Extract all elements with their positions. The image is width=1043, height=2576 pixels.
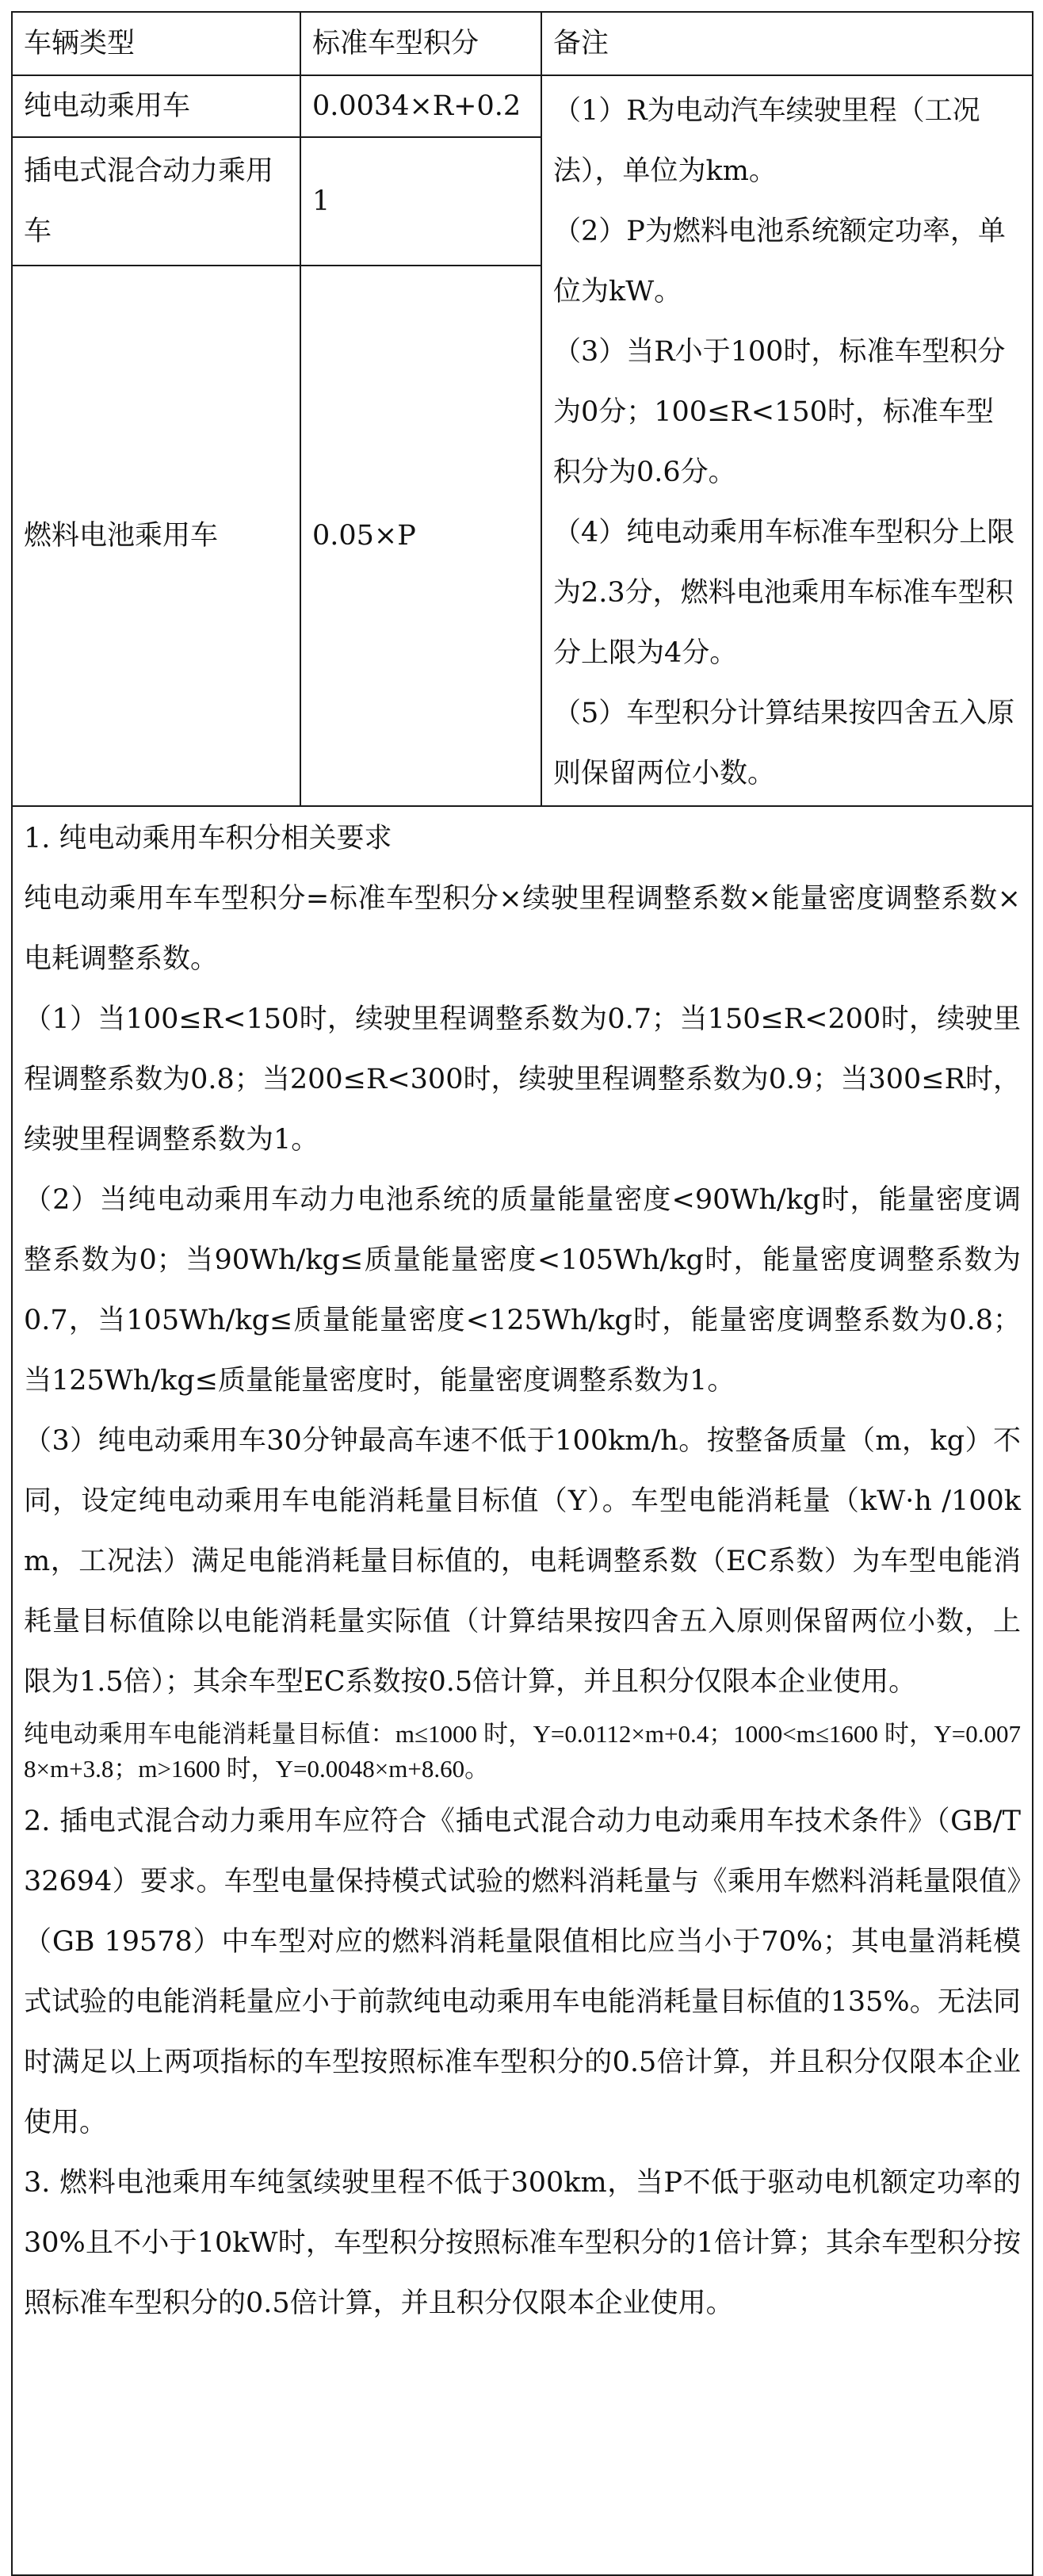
requirement-item-consumption: （3）纯电动乘用车30分钟最高车速不低于100km/h。按整备质量（m，kg）不同，设定纯电动乘用车电能消耗量目标值（Y）。车型电能消耗量（kW·h /100km，工况法）满足电能消耗量目标值的，电耗调整系数（EC系数）为车型电能消耗量目标值除以电能消耗量实际值（计算结果按四舍五入原则保留两位小数，上限为1.5倍）；其余车型EC系数按0.5倍计算，并且积分仅限本企业使用。: [24, 1425, 1021, 1698]
points-table: [11, 11, 1033, 2576]
standard-points-cell: 1: [300, 137, 541, 266]
standard-points-cell: 0.05×P: [300, 266, 541, 806]
remark-item: （1）R为电动汽车续驶里程（工况法），单位为km。: [553, 95, 980, 187]
remark-item: （3）当R小于100时，标准车型积分为0分；100≤R<150时，标准车型积分为0.6分。: [553, 336, 1006, 488]
table-row: [12, 75, 1033, 137]
requirement-item-range: （1）当100≤R<150时，续驶里程调整系数为0.7；当150≤R<200时，续驶里程调整系数为0.8；当200≤R<300时，续驶里程调整系数为0.9；当300≤R时，续驶里程调整系数为1。: [24, 1003, 1021, 1156]
header-vehicle-type: 车辆类型: [12, 12, 300, 75]
requirement-title-1: 1. 纯电动乘用车积分相关要求: [24, 823, 392, 854]
requirements-row: [12, 806, 1033, 2575]
requirement-fuel-cell: 3. 燃料电池乘用车纯氢续驶里程不低于300km，当P不低于驱动电机额定功率的30%且不小于10kW时，车型积分按照标准车型积分的1倍计算；其余车型积分按照标准车型积分的0.5倍计算，并且积分仅限本企业使用。: [24, 2167, 1021, 2319]
requirement-phev: 2. 插电式混合动力乘用车应符合《插电式混合动力电动乘用车技术条件》（GB/T 32694）要求。车型电量保持模式试验的燃料消耗量与《乘用车燃料消耗量限值》（GB 19578）中车型对应的燃料消耗量限值相比应当小于70%；其电量消耗模式试验的电能消耗量应小于前款纯电动乘用车电能消耗量目标值的135%。无法同时满足以上两项指标的车型按照标准车型积分的0.5倍计算，并且积分仅限本企业使用。: [24, 1806, 1021, 2138]
requirement-formula: 纯电动乘用车车型积分=标准车型积分×续驶里程调整系数×能量密度调整系数×电耗调整系数。: [24, 883, 1021, 975]
requirements-cell: [12, 806, 1033, 2575]
vehicle-type-cell: 插电式混合动力乘用车: [12, 137, 300, 266]
table-header-row: [12, 12, 1033, 75]
requirement-item-energy-density: （2）当纯电动乘用车动力电池系统的质量能量密度<90Wh/kg时，能量密度调整系数为0；当90Wh/kg≤质量能量密度<105Wh/kg时，能量密度调整系数为0.7，当105Wh/kg≤质量能量密度<125Wh/kg时，能量密度调整系数为0.8；当125Wh/kg≤质量能量密度时，能量密度调整系数为1。: [24, 1184, 1021, 1397]
header-remarks: 备注: [541, 12, 1033, 75]
standard-points-cell: 0.0034×R+0.2: [300, 75, 541, 137]
remarks-cell: [541, 75, 1033, 806]
vehicle-type-cell: 燃料电池乘用车: [12, 266, 300, 806]
vehicle-type-cell: 纯电动乘用车: [12, 75, 300, 137]
remark-item: （5）车型积分计算结果按四舍五入原则保留两位小数。: [553, 698, 1015, 789]
consumption-target-formula: 纯电动乘用车电能消耗量目标值：m≤1000 时，Y=0.0112×m+0.4；1000<m≤1600 时，Y=0.0078×m+3.8；m>1600 时，Y=0.0048×m+8.60。: [24, 1720, 1021, 1783]
remark-item: （4）纯电动乘用车标准车型积分上限为2.3分，燃料电池乘用车标准车型积分上限为4分。: [553, 517, 1015, 669]
header-standard-points: 标准车型积分: [300, 12, 541, 75]
remark-item: （2）P为燃料电池系统额定功率，单位为kW。: [553, 216, 1006, 308]
